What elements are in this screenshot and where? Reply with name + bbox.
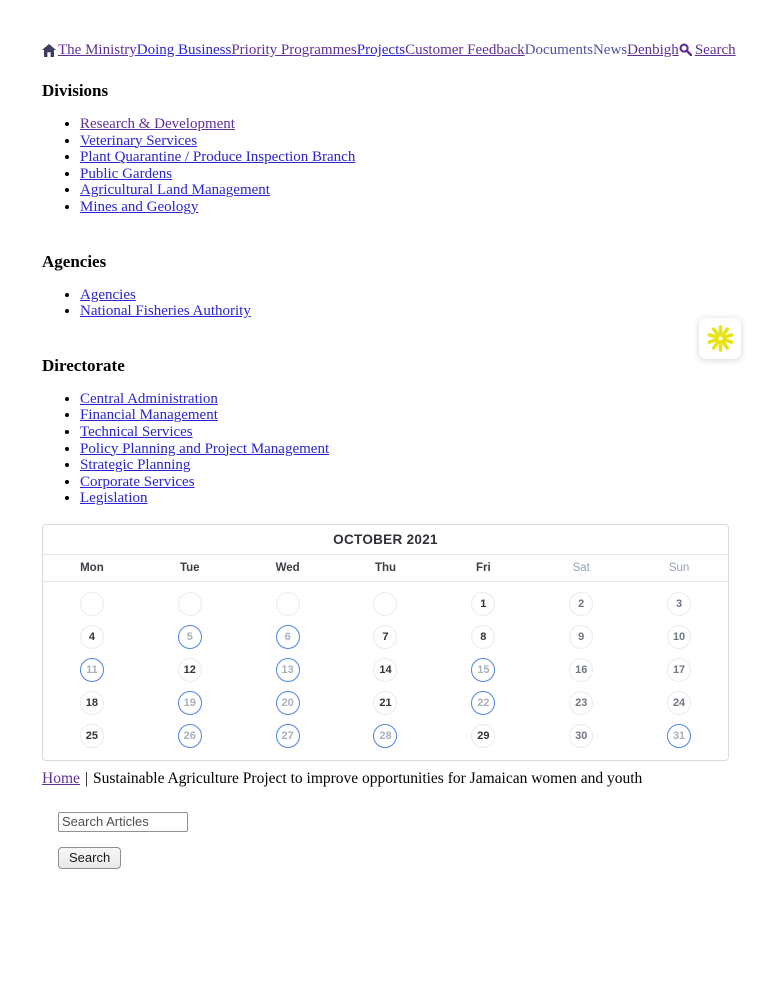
calendar-day-1[interactable]: 1 xyxy=(471,592,495,616)
list-item xyxy=(80,391,731,408)
calendar-cell xyxy=(532,654,630,687)
calendar-cell xyxy=(630,654,728,687)
link-public-gardens[interactable]: Public Gardens xyxy=(80,165,173,182)
list-item xyxy=(80,407,731,424)
calendar-cell xyxy=(239,720,337,753)
calendar-day-7[interactable]: 7 xyxy=(373,625,397,649)
calendar-day-empty xyxy=(80,592,104,616)
calendar-day-24[interactable]: 24 xyxy=(667,691,691,715)
calendar-day-2[interactable]: 2 xyxy=(569,592,593,616)
day-header-wed: Wed xyxy=(275,561,300,574)
calendar-cell xyxy=(239,654,337,687)
calendar-cell xyxy=(43,621,141,654)
nav-link-documents[interactable]: Documents xyxy=(524,42,593,58)
day-header-mon: Mon xyxy=(80,561,104,574)
page-title: Sustainable Agriculture Project to improve opportunities for Jamaican women and youth xyxy=(93,769,643,787)
calendar-cell xyxy=(43,687,141,720)
link-financial-management[interactable]: Financial Management xyxy=(80,407,218,424)
calendar-day-empty xyxy=(178,592,202,616)
calendar-day-11[interactable]: 11 xyxy=(80,658,104,682)
list-item xyxy=(80,182,731,199)
calendar-day-9[interactable]: 9 xyxy=(569,625,593,649)
search-articles-input[interactable] xyxy=(58,812,188,832)
calendar-day-31[interactable]: 31 xyxy=(667,724,691,748)
calendar-title: OCTOBER 2021 xyxy=(43,525,728,555)
article-search xyxy=(58,812,731,869)
calendar-cell xyxy=(532,687,630,720)
accessibility-asterisk-icon xyxy=(707,325,734,352)
breadcrumb-home-link[interactable]: Home xyxy=(42,769,80,787)
section-heading-directorate: Directorate xyxy=(42,355,125,375)
link-technical-services[interactable]: Technical Services xyxy=(80,423,193,440)
calendar-cell xyxy=(239,687,337,720)
day-header-sat: Sat xyxy=(572,561,590,574)
calendar-grid xyxy=(43,582,728,760)
home-icon[interactable] xyxy=(42,44,56,57)
link-research-development[interactable]: Research & Development xyxy=(80,116,235,132)
list-item xyxy=(80,490,731,507)
link-plant-quarantine-produce-inspection-branch[interactable]: Plant Quarantine / Produce Inspection Branch xyxy=(80,149,356,166)
link-veterinary-services[interactable]: Veterinary Services xyxy=(80,132,198,149)
calendar-day-22[interactable]: 22 xyxy=(471,691,495,715)
top-nav-links xyxy=(58,42,736,58)
calendar-day-17[interactable]: 17 xyxy=(667,658,691,682)
calendar-cell xyxy=(630,687,728,720)
list-item xyxy=(80,166,731,183)
calendar-day-empty xyxy=(373,592,397,616)
search-icon xyxy=(679,43,692,56)
calendar-day-10[interactable]: 10 xyxy=(667,625,691,649)
link-policy-planning-and-project-management[interactable]: Policy Planning and Project Management xyxy=(80,440,330,457)
calendar-day-6[interactable]: 6 xyxy=(276,625,300,649)
link-national-fisheries-authority[interactable]: National Fisheries Authority xyxy=(80,303,251,320)
list-item xyxy=(80,287,731,304)
calendar-day-21[interactable]: 21 xyxy=(373,691,397,715)
nav-link-denbigh[interactable]: Denbigh xyxy=(627,42,679,58)
calendar-cell xyxy=(434,687,532,720)
section-heading-agencies: Agencies xyxy=(42,251,107,271)
calendar-day-5[interactable]: 5 xyxy=(178,625,202,649)
calendar-cell xyxy=(434,588,532,621)
link-corporate-services[interactable]: Corporate Services xyxy=(80,473,195,490)
link-agricultural-land-management[interactable]: Agricultural Land Management xyxy=(80,182,270,199)
calendar-day-15[interactable]: 15 xyxy=(471,658,495,682)
nav-link-the-ministry[interactable]: The Ministry xyxy=(58,42,137,58)
list-item xyxy=(80,441,731,458)
calendar-cell xyxy=(337,687,435,720)
calendar-cell xyxy=(630,621,728,654)
list-item xyxy=(80,199,731,216)
calendar-cell xyxy=(434,654,532,687)
calendar-cell xyxy=(630,720,728,753)
calendar-day-25[interactable]: 25 xyxy=(80,724,104,748)
nav-link-news[interactable]: News xyxy=(592,42,628,58)
calendar xyxy=(42,524,729,761)
calendar-day-4[interactable]: 4 xyxy=(80,625,104,649)
day-header-sun: Sun xyxy=(668,561,690,574)
calendar-day-19[interactable]: 19 xyxy=(178,691,202,715)
calendar-cell xyxy=(43,588,141,621)
calendar-cell xyxy=(337,720,435,753)
calendar-day-23[interactable]: 23 xyxy=(569,691,593,715)
calendar-cell xyxy=(141,654,239,687)
calendar-day-8[interactable]: 8 xyxy=(471,625,495,649)
section-list-divisions xyxy=(42,116,731,216)
list-item xyxy=(80,424,731,441)
calendar-day-3[interactable]: 3 xyxy=(667,592,691,616)
link-legislation[interactable]: Legislation xyxy=(80,490,148,507)
calendar-cell xyxy=(239,588,337,621)
calendar-day-20[interactable]: 20 xyxy=(276,691,300,715)
nav-link-doing-business[interactable]: Doing Business xyxy=(136,42,232,58)
breadcrumb-separator: | xyxy=(84,769,88,787)
calendar-day-18[interactable]: 18 xyxy=(80,691,104,715)
calendar-cell xyxy=(43,720,141,753)
accessibility-widget-button[interactable] xyxy=(699,318,741,359)
list-item xyxy=(80,457,731,474)
list-item xyxy=(80,149,731,166)
calendar-cell xyxy=(337,588,435,621)
calendar-cell xyxy=(434,621,532,654)
calendar-cell xyxy=(141,720,239,753)
calendar-cell xyxy=(141,687,239,720)
list-item xyxy=(80,303,731,320)
nav-link-priority-programmes[interactable]: Priority Programmes xyxy=(231,42,357,58)
link-agencies[interactable]: Agencies xyxy=(80,286,136,303)
link-central-administration[interactable]: Central Administration xyxy=(80,390,218,407)
nav-link-customer-feedback[interactable]: Customer Feedback xyxy=(405,42,525,58)
section-list-directorate xyxy=(42,391,731,507)
calendar-day-27[interactable]: 27 xyxy=(276,724,300,748)
calendar-cell xyxy=(337,621,435,654)
list-item xyxy=(80,116,731,133)
calendar-cell xyxy=(337,654,435,687)
calendar-day-empty xyxy=(276,592,300,616)
list-item xyxy=(80,133,731,150)
calendar-day-28[interactable]: 28 xyxy=(373,724,397,748)
link-mines-and-geology[interactable]: Mines and Geology xyxy=(80,198,199,215)
calendar-day-26[interactable]: 26 xyxy=(178,724,202,748)
calendar-cell xyxy=(532,621,630,654)
day-header-thu: Thu xyxy=(374,561,397,574)
sections xyxy=(42,81,731,507)
link-strategic-planning[interactable]: Strategic Planning xyxy=(80,457,191,474)
calendar-cell xyxy=(43,654,141,687)
section-list-agencies xyxy=(42,287,731,320)
nav-link-search[interactable]: Search xyxy=(679,42,736,58)
calendar-day-30[interactable]: 30 xyxy=(569,724,593,748)
calendar-day-29[interactable]: 29 xyxy=(471,724,495,748)
calendar-cell xyxy=(434,720,532,753)
calendar-cell xyxy=(141,588,239,621)
calendar-day-14[interactable]: 14 xyxy=(373,658,397,682)
calendar-cell xyxy=(532,588,630,621)
calendar-day-12[interactable]: 12 xyxy=(178,658,202,682)
calendar-weekday-row xyxy=(43,555,728,582)
calendar-day-13[interactable]: 13 xyxy=(276,658,300,682)
nav-link-projects[interactable]: Projects xyxy=(356,42,406,58)
breadcrumb xyxy=(42,770,731,788)
day-header-fri: Fri xyxy=(476,561,491,574)
top-nav xyxy=(42,42,736,58)
section-heading-divisions: Divisions xyxy=(42,81,109,100)
day-header-tue: Tue xyxy=(179,561,200,574)
calendar-day-16[interactable]: 16 xyxy=(569,658,593,682)
calendar-cell xyxy=(630,588,728,621)
search-button[interactable]: Search xyxy=(58,847,121,869)
calendar-cell xyxy=(239,621,337,654)
calendar-cell xyxy=(532,720,630,753)
calendar-cell xyxy=(141,621,239,654)
list-item xyxy=(80,474,731,491)
